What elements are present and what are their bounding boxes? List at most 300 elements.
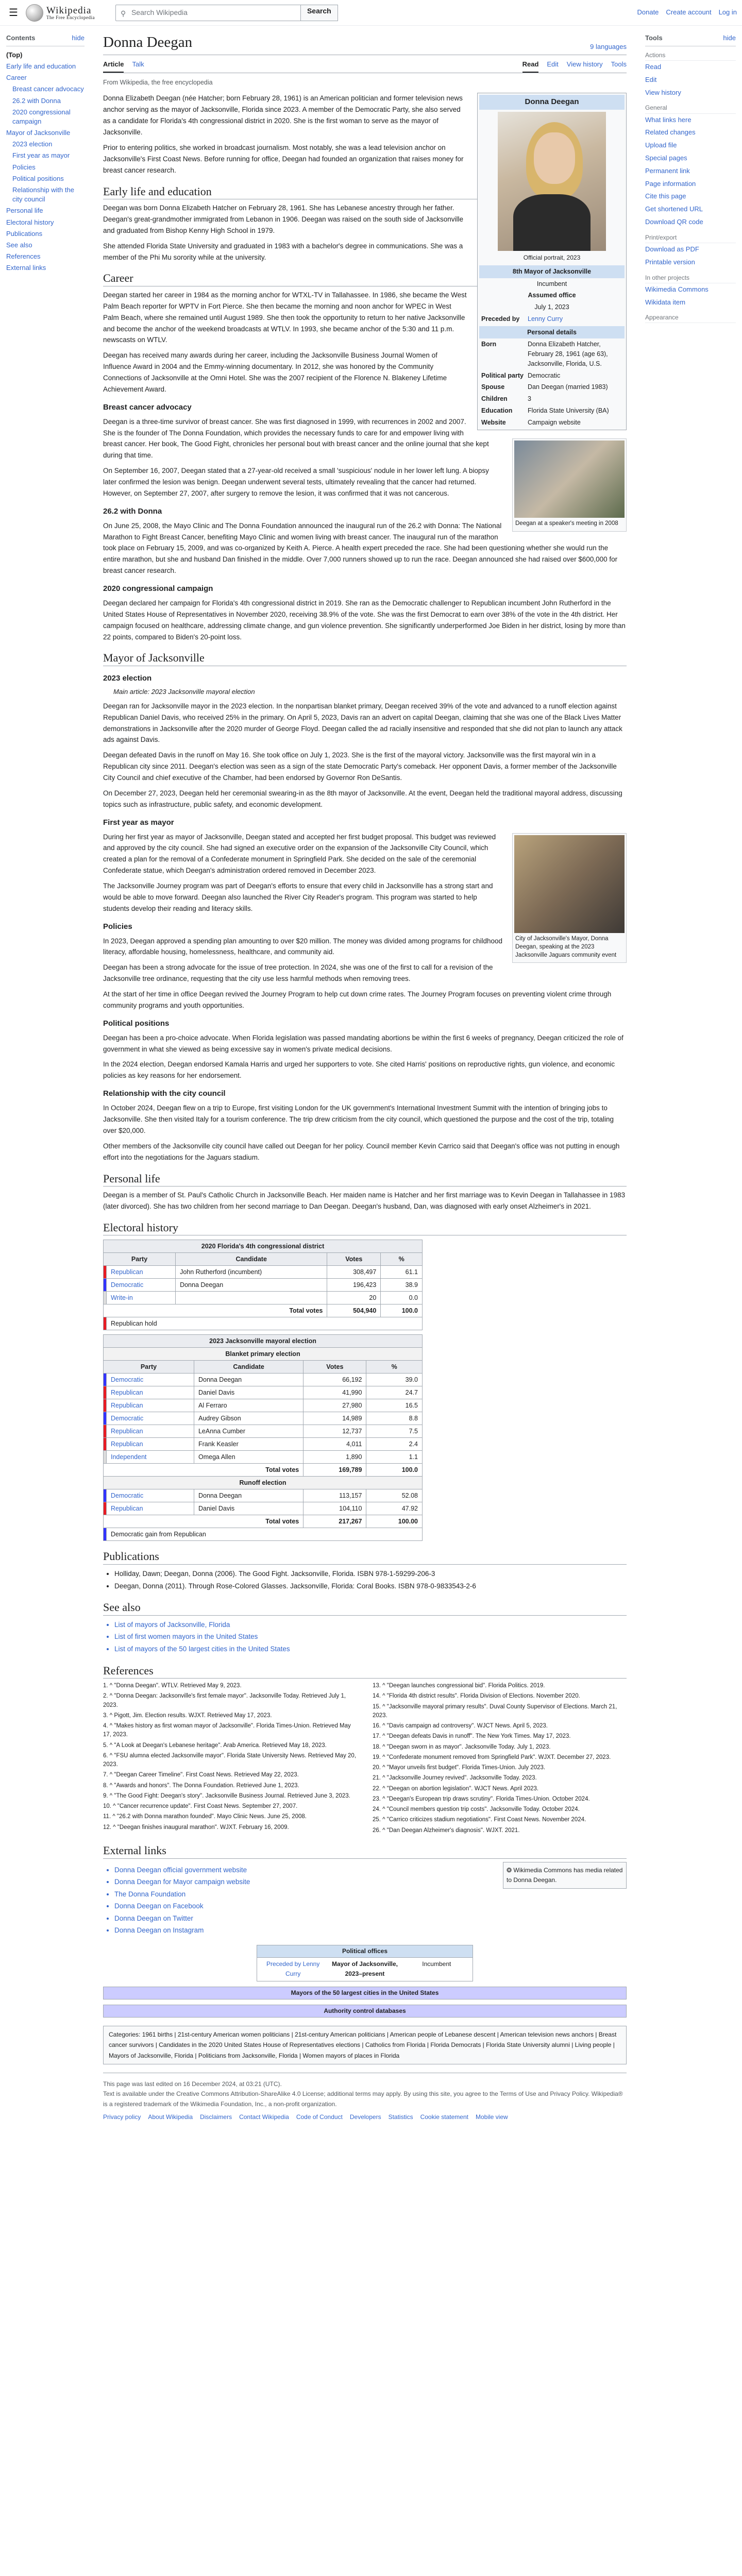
navbox xyxy=(103,1987,627,1999)
footer-link[interactable]: Privacy policy xyxy=(103,2113,141,2121)
infobox xyxy=(477,93,627,430)
footer-link[interactable]: Cookie statement xyxy=(420,2113,468,2121)
reference-number: 20. ^ xyxy=(373,1765,387,1771)
table-row xyxy=(104,1412,423,1425)
paragraph: On September 16, 2007, Deegan stated that a 27-year-old received a small 'suspicious' nodule in her lower left lung. A biopsy later confirmed the lesion was benign. Deegan underwent several tests, ultimately revealing that the cancer had returned. However, on September 27, 2007, after surgery to remove the lesion, it was confirmed that it was not cancerous. xyxy=(103,467,489,497)
votes-cell: 1,890 xyxy=(303,1451,366,1464)
reference-number: 2. ^ xyxy=(103,1693,114,1700)
table-row xyxy=(104,1425,423,1438)
commons-box[interactable] xyxy=(503,1862,627,1889)
site-header xyxy=(0,0,742,26)
page-tabs xyxy=(103,57,627,74)
section-heading: Career xyxy=(103,271,627,286)
reference-text[interactable]: "Council members question trip costs". Jacksonville Today. October 2024. xyxy=(386,1806,580,1813)
candidate-cell[interactable]: Omega Allen xyxy=(194,1451,303,1464)
pct-cell: 0.0 xyxy=(381,1292,423,1304)
tools-section-label: Print/export xyxy=(645,233,736,243)
col-header: Votes xyxy=(303,1361,366,1374)
infobox-value: Florida State University (BA) xyxy=(528,406,609,414)
reference-text[interactable]: "Mayor unveils first budget". Florida Times-Union. July 2023. xyxy=(386,1765,546,1771)
infobox-preceded-link[interactable]: Lenny Curry xyxy=(528,315,563,323)
reference-text[interactable]: "Deegan on abortion legislation". WJCT News. April 2023. xyxy=(386,1785,539,1792)
tab-article[interactable]: Article xyxy=(103,57,124,73)
tools-panel xyxy=(639,26,742,2128)
reference-item xyxy=(373,1795,627,1804)
tools-hide-button[interactable]: hide xyxy=(723,34,736,42)
toc-hide-button[interactable]: hide xyxy=(72,34,85,42)
col-header: Votes xyxy=(327,1253,381,1266)
reference-text[interactable]: "Carrico criticizes stadium negotiations". First Coast News. November 2024. xyxy=(386,1817,586,1823)
tools-item[interactable]: Printable version xyxy=(645,258,695,266)
see-also-link[interactable]: • List of mayors of the 50 largest cities in the United States xyxy=(114,1643,627,1655)
toc-item[interactable]: Mayor of Jacksonville xyxy=(6,129,71,137)
infobox-title: Donna Deegan xyxy=(479,95,625,110)
lead-paragraph: Donna Elizabeth Deegan (née Hatcher; born February 28, 1961) is an American politician and former television news anchor serving as the mayor of Jacksonville, Florida since 2023. A member of the Democratic Party, she also served as a candidate for Florida's 4th congressional district in 2020. She is the first woman to serve as the mayor of Jacksonville. xyxy=(103,94,463,137)
toc-item[interactable]: 26.2 with Donna xyxy=(12,96,61,105)
infobox-key: Spouse xyxy=(481,383,505,391)
toc-item[interactable]: References xyxy=(6,252,41,261)
paragraph: Deegan started her career in 1984 as the morning anchor for WTXL-TV in Tallahassee. In 1986, she became the West Palm Beach reporter for WPTV in Fort Pierce. She then became the morning and noon anchor for WPEC in West Palm Beach, where she remained until August 1989. She then took the opportunity to return to her native Jacksonville and become the anchor of the weekend broadcasts at WTLV. In 1993, she became anchor of the 5:30 and 11 p.m. newscasts on WTLV. xyxy=(103,291,467,344)
logo-tagline: The Free Encyclopedia xyxy=(46,14,95,20)
paragraph: Deegan declared her campaign for Florida's 4th congressional district in 2019. She ran as the Democratic challenger to Republican incumbent John Rutherford in the United States House of Representatives in November 2020, receiving 38.9% of the vote. She was the first Democrat to earn over 38% of the vote in the 4th district. Her campaign focused on healthcare, addressing climate change, and gun violence prevention. She significantly underperformed Joe Biden in her district, losing by more than 22 points, compared to Biden's 20-point loss. xyxy=(103,599,626,641)
infobox-value: Democratic xyxy=(528,371,561,379)
votes-cell: 308,497 xyxy=(327,1266,381,1279)
tools-item[interactable]: Wikidata item xyxy=(645,298,686,306)
main-menu-icon[interactable]: ☰ xyxy=(9,7,18,19)
total-pct: 100.0 xyxy=(381,1304,423,1317)
language-button[interactable]: 9 languages xyxy=(590,42,627,50)
reference-text[interactable]: "Deegan Career Timeline". First Coast News. Retrieved May 22, 2023. xyxy=(114,1772,299,1778)
col-header: % xyxy=(381,1253,423,1266)
succession-preceded[interactable]: Preceded by Lenny Curry xyxy=(257,1957,329,1980)
external-link[interactable]: • Donna Deegan on Facebook xyxy=(114,1900,250,1912)
reference-number: 1. ^ xyxy=(103,1683,114,1689)
paragraph: Deegan has received many awards during her career, including the Jacksonville Business Journal Women of Influence Award in 2004 and the Emmy-winning documentary. In 2012, she was honored by the Community Connections of Jacksonville at the Omni Hotel. She was the 2007 recipient of the Florence N. Blakeney Lifetime Achievement Award. xyxy=(103,351,447,393)
lead-paragraph: Prior to entering politics, she worked in broadcast journalism. Most notably, she was a lead television anchor on Jacksonville's First Coast News. Before running for office, Deegan had founded an organization that raises money for breast cancer research. xyxy=(103,143,464,174)
thumbnail-image[interactable] xyxy=(514,440,625,518)
header-link[interactable]: Create account xyxy=(666,8,712,16)
paragraph: On June 25, 2008, the Mayo Clinic and The Donna Foundation announced the inaugural run of the 26.2 with Donna: The National Marathon to Fight Breast Cancer, benefiting Mayo Clinic and women living with breast cancer. The inaugural run of the marathon took place on February 15, 2009, and was co-organized by Keith A. Pierce. A health expert preceded the race. She had been questioning whether she would run the entire marathon, but she and husband Dan finished in the middle. Over 7,000 runners showed up to run the race. Deegan announced she had raised over $600,000 for breast cancer research. xyxy=(103,521,618,575)
navbox xyxy=(103,2005,627,2018)
tools-item[interactable]: Download QR code xyxy=(645,217,703,226)
navbox-title[interactable]: Authority control databases xyxy=(104,2005,626,2017)
main-content xyxy=(91,26,639,2128)
table-subcaption: Runoff election xyxy=(104,1477,423,1489)
total-votes: 217,267 xyxy=(303,1515,366,1528)
toc-item[interactable]: Early life and education xyxy=(6,62,76,70)
publication-item: • Deegan, Donna (2011). Through Rose-Colored Glasses. Jacksonville, Florida: Coral Books. ISBN 978-0-9833543-2-6 xyxy=(114,1580,627,1592)
tools-item[interactable]: Special pages xyxy=(645,154,687,162)
infobox-row xyxy=(479,370,625,382)
reference-item xyxy=(103,1802,357,1811)
reference-item xyxy=(103,1682,357,1690)
paragraph: She attended Florida State University and graduated in 1983 with a bachelor's degree in communications. She was a member of the Phi Mu sorority while at the university. xyxy=(103,242,463,261)
tools-item[interactable]: What links here xyxy=(645,115,692,124)
table-row xyxy=(104,1292,423,1304)
infobox-assumed-date: July 1, 2023 xyxy=(534,303,569,311)
col-header: Candidate xyxy=(176,1253,327,1266)
votes-cell: 14,989 xyxy=(303,1412,366,1425)
reference-text[interactable]: "Awards and honors". The Donna Foundation. Retrieved June 1, 2023. xyxy=(114,1782,299,1789)
reference-text[interactable]: "Florida 4th district results". Florida Division of Elections. November 2020. xyxy=(386,1693,580,1700)
candidate-cell[interactable]: Audrey Gibson xyxy=(194,1412,303,1425)
reference-text[interactable]: "Dan Deegan Alzheimer's diagnosis". WJXT. 2021. xyxy=(386,1827,520,1834)
navbox-title[interactable]: Mayors of the 50 largest cities in the United States xyxy=(104,1987,626,1999)
reference-text[interactable]: "A Look at Deegan's Lebanese heritage". Arab America. Retrieved May 18, 2023. xyxy=(114,1742,327,1749)
reference-number: 10. ^ xyxy=(103,1803,117,1810)
header-link[interactable]: Donate xyxy=(637,8,659,16)
infobox-row xyxy=(479,381,625,393)
infobox-row xyxy=(479,338,625,369)
paragraph: Deegan has been a strong advocate for the issue of tree protection. In 2024, she was one of the first to call for a revision of the Jacksonville tree ordinance, requesting that the city use less harmful methods when removing trees. xyxy=(103,963,493,983)
paragraph: Deegan was born Donna Elizabeth Hatcher on February 28, 1961. She has Lebanese ancestry through her father. Deegan's great-grandmother immigrated from Lebanon in 1906. Deegan was raised on the south side of Jacksonville and graduated from Bishop Kenny High School in 1979. xyxy=(103,204,463,234)
footer-link[interactable]: Code of Conduct xyxy=(296,2113,343,2121)
tools-title: Tools xyxy=(645,34,663,42)
footer-link[interactable]: Statistics xyxy=(388,2113,413,2121)
succession-title[interactable]: Mayor of Jacksonville, 2023–present xyxy=(329,1957,400,1980)
toc-item[interactable]: 2023 election xyxy=(12,140,53,148)
section-heading: See also xyxy=(103,1600,627,1616)
table-row xyxy=(104,1451,423,1464)
reference-item xyxy=(373,1785,627,1793)
reference-number: 4. ^ xyxy=(103,1723,114,1730)
infobox-key: Children xyxy=(481,395,508,403)
succession-box xyxy=(257,1945,473,1981)
tools-section-label: Actions xyxy=(645,50,736,61)
pct-cell: 1.1 xyxy=(366,1451,423,1464)
page-title: Donna Deegan xyxy=(103,34,193,50)
infobox-office[interactable]: 8th Mayor of Jacksonville xyxy=(479,265,625,278)
site-sub: From Wikipedia, the free encyclopedia xyxy=(103,79,213,87)
party-cell[interactable]: Democratic xyxy=(107,1412,194,1425)
reference-number: 26. ^ xyxy=(373,1827,387,1834)
reference-number: 5. ^ xyxy=(103,1742,114,1749)
paragraph: In 2023, Deegan approved a spending plan amounting to over $20 million. The money was divided among programs for childhood literacy, affordable housing, homelessness, healthcare, and community aid. xyxy=(103,937,502,956)
see-also-link[interactable]: • List of first women mayors in the United States xyxy=(114,1631,627,1643)
candidate-cell[interactable]: Frank Keasler xyxy=(194,1438,303,1451)
table-caption[interactable]: 2023 Jacksonville mayoral election xyxy=(104,1335,423,1348)
toc-item[interactable]: Publications xyxy=(6,229,43,238)
tools-item[interactable]: Get shortened URL xyxy=(645,205,703,213)
tools-item[interactable]: Download as PDF xyxy=(645,245,699,253)
tools-item[interactable]: Upload file xyxy=(645,141,677,149)
appearance-label[interactable]: Appearance xyxy=(645,313,736,323)
infobox-key: Political party xyxy=(481,371,524,379)
reference-text[interactable]: "Makes history as first woman mayor of Jacksonville". Florida Times-Union. Retrieved May 17, 2023. xyxy=(103,1723,351,1738)
footer-link[interactable]: Contact Wikipedia xyxy=(239,2113,289,2121)
candidate-cell[interactable]: LeAnna Cumber xyxy=(194,1425,303,1438)
reference-number: 8. ^ xyxy=(103,1782,114,1789)
col-header: Candidate xyxy=(194,1361,303,1374)
party-cell[interactable]: Republican xyxy=(107,1266,176,1279)
toc-item[interactable]: Personal life xyxy=(6,207,43,215)
party-cell[interactable]: Republican xyxy=(107,1502,194,1515)
reference-text[interactable]: "Deegan's European trip draws scrutiny". Florida Times-Union. October 2024. xyxy=(386,1795,590,1802)
reference-item xyxy=(373,1805,627,1814)
reference-item xyxy=(373,1692,627,1701)
paragraph: During her first year as mayor of Jacksonville, Deegan stated and accepted her first budget proposal. This budget was reviewed and approved by the city council. She had signed an executive order on the expansion of the Jacksonville City Council, which created a plan for the removal of a Confederate monument in Springfield Park. She decided on the sale of the ceremonial Confederate statue, which Deegan's administration ordered removed in December 2023. xyxy=(103,833,496,875)
total-label: Total votes xyxy=(104,1464,303,1477)
paragraph: Deegan defeated Davis in the runoff on May 16. She took office on July 1, 2023. She is the first of the mayoral victory. Jacksonville was the first mayoral win in a Republican city since 2011. Deegan's election was seen as a sign of the state Democratic Party's comeback. Her opponent Davis, a former member of the Jacksonville City Council and chief executive of the Chamber, had been endorsed by Governor Ron DeSantis. xyxy=(103,751,617,782)
toc-item[interactable]: 2020 congressional campaign xyxy=(12,108,71,125)
tools-item[interactable]: Read xyxy=(645,62,662,71)
toc-item[interactable]: First year as mayor xyxy=(12,151,70,160)
reference-item xyxy=(103,1823,357,1832)
reference-item xyxy=(103,1782,357,1790)
section-heading: External links xyxy=(103,1843,627,1859)
subsection-heading: 2023 election xyxy=(103,674,152,683)
table-caption[interactable]: 2020 Florida's 4th congressional district xyxy=(104,1240,423,1253)
infobox-assumed-label: Assumed office xyxy=(528,292,576,299)
toc-item[interactable]: Political positions xyxy=(12,174,64,182)
tools-item[interactable]: Page information xyxy=(645,179,696,188)
reference-number: 13. ^ xyxy=(373,1683,387,1689)
votes-cell: 113,157 xyxy=(303,1489,366,1502)
license-text: Text is available under the Creative Commons Attribution-ShareAlike 4.0 License; additional terms may apply. By using this site, you agree to the Terms of Use and Privacy Policy. Wikipedia® is a registered trademark of the Wikimedia Foundation, Inc., a non-profit organization. xyxy=(103,2090,623,2108)
tools-item[interactable]: Related changes xyxy=(645,128,696,137)
tools-item[interactable]: Edit xyxy=(645,75,657,83)
toc-item[interactable]: Electoral history xyxy=(6,218,54,226)
col-header: Party xyxy=(104,1253,176,1266)
total-votes: 169,789 xyxy=(303,1464,366,1477)
party-cell[interactable]: Democratic xyxy=(107,1489,194,1502)
infobox-row xyxy=(479,417,625,429)
table-row xyxy=(104,1438,423,1451)
paragraph: Deegan is a three-time survivor of breast cancer. She was first diagnosed in 1999, with recurrences in 2002 and 2007. She is the founder of The Donna Foundation, which provides the necessary funds to care for and empower living with breast cancer. Her book, The Good Fight, chronicles her personal bout with breast cancer and the online journal that she kept during that time. xyxy=(103,417,489,460)
reference-number: 19. ^ xyxy=(373,1754,387,1760)
infobox-key: Website xyxy=(481,418,506,426)
reference-text[interactable]: "Donna Deegan: Jacksonville's first female mayor". Jacksonville Today. Retrieved July 1, 2023. xyxy=(103,1693,346,1708)
toc-item[interactable]: Policies xyxy=(12,163,36,171)
col-header: % xyxy=(366,1361,423,1374)
pct-cell: 38.9 xyxy=(381,1279,423,1292)
reference-item xyxy=(373,1722,627,1731)
thumbnail[interactable] xyxy=(512,438,627,531)
toc-item[interactable]: External links xyxy=(6,264,46,272)
votes-cell: 196,423 xyxy=(327,1279,381,1292)
page-footer xyxy=(103,2073,627,2128)
personal-tools xyxy=(637,7,737,18)
pct-cell: 52.08 xyxy=(366,1489,423,1502)
reference-text[interactable]: "Deegan sworn in as mayor". Jacksonville Today. July 1, 2023. xyxy=(386,1743,551,1750)
reference-item xyxy=(373,1682,627,1690)
candidate-cell[interactable]: Daniel Davis xyxy=(194,1386,303,1399)
toc-title: Contents xyxy=(6,34,36,42)
reference-item xyxy=(103,1812,357,1821)
votes-cell: 66,192 xyxy=(303,1374,366,1386)
result-label: Democratic gain from Republican xyxy=(107,1528,423,1541)
reference-item xyxy=(103,1711,357,1720)
total-label: Total votes xyxy=(104,1304,327,1317)
candidate-cell[interactable]: Donna Deegan xyxy=(194,1374,303,1386)
tab-edit[interactable]: Edit xyxy=(547,60,559,68)
reference-text[interactable]: "Deegan defeats Davis in runoff". The New York Times. May 17, 2023. xyxy=(386,1733,571,1740)
candidate-cell[interactable]: Daniel Davis xyxy=(194,1502,303,1515)
reference-text[interactable]: "Jacksonville mayoral primary results". Duval County Supervisor of Elections. March 21, 2023. xyxy=(373,1703,617,1719)
pct-cell: 7.5 xyxy=(366,1425,423,1438)
party-cell[interactable]: Democratic xyxy=(107,1279,176,1292)
external-link[interactable]: • Donna Deegan on Instagram xyxy=(114,1924,250,1937)
pct-cell: 39.0 xyxy=(366,1374,423,1386)
party-cell[interactable]: Republican xyxy=(107,1438,194,1451)
infobox-row xyxy=(479,405,625,417)
votes-cell: 20 xyxy=(327,1292,381,1304)
toc-item[interactable]: Career xyxy=(6,74,27,82)
external-link[interactable]: • Donna Deegan for Mayor campaign website xyxy=(114,1876,250,1888)
thumbnail-image[interactable] xyxy=(514,835,625,933)
table-row xyxy=(104,1374,423,1386)
subsection-heading: Political positions xyxy=(103,1019,170,1028)
footer-link[interactable]: About Wikipedia xyxy=(148,2113,193,2121)
reference-text[interactable]: "FSU alumna elected Jacksonville mayor". Florida State University News. Retrieved May 20, 2023. xyxy=(103,1752,357,1768)
search-input[interactable]: ⚲ Search Wikipedia xyxy=(115,5,301,21)
reference-number: 9. ^ xyxy=(103,1792,114,1799)
infobox-preceded-label: Preceded by xyxy=(481,315,520,323)
external-link[interactable]: • Donna Deegan on Twitter xyxy=(114,1912,250,1925)
votes-cell: 4,011 xyxy=(303,1438,366,1451)
reference-text[interactable]: "Cancer recurrence update". First Coast News. September 27, 2007. xyxy=(117,1803,298,1810)
total-pct: 100.0 xyxy=(366,1464,423,1477)
toc-item[interactable]: Relationship with the city council xyxy=(12,186,74,204)
paragraph: Other members of the Jacksonville city council have called out Deegan for her policy. Council member Kevin Carrico said that Deegan's office was not putting in enough effort into the negotiations for the Jaguars stadium. xyxy=(103,1142,620,1161)
infobox-value: Campaign website xyxy=(528,418,581,426)
reference-text[interactable]: "Davis campaign ad controversy". WJCT News. April 5, 2023. xyxy=(386,1723,548,1730)
wikipedia-logo[interactable] xyxy=(26,4,95,22)
reference-item xyxy=(373,1743,627,1752)
logo-wordmark: Wikipedia xyxy=(46,5,92,16)
candidate-cell[interactable] xyxy=(176,1292,327,1304)
reference-text[interactable]: "26.2 with Donna marathon founded". Mayo Clinic News. June 25, 2008. xyxy=(116,1814,307,1820)
votes-cell: 104,110 xyxy=(303,1502,366,1515)
footer-link[interactable]: Developers xyxy=(349,2113,381,2121)
reference-number: 12. ^ xyxy=(103,1824,117,1831)
external-link[interactable]: • The Donna Foundation xyxy=(114,1888,250,1901)
tab-view-history[interactable]: View history xyxy=(566,60,603,68)
subsection-heading: First year as mayor xyxy=(103,818,174,827)
subsection-heading: Relationship with the city council xyxy=(103,1089,226,1098)
infobox-row xyxy=(479,393,625,405)
reference-number: 23. ^ xyxy=(373,1795,387,1802)
tools-item[interactable]: Wikimedia Commons xyxy=(645,285,709,293)
infobox-key: Education xyxy=(481,406,513,414)
tab-tools[interactable]: Tools xyxy=(611,60,627,68)
candidate-cell[interactable]: Donna Deegan xyxy=(194,1489,303,1502)
reference-number: 18. ^ xyxy=(373,1743,387,1750)
party-cell[interactable]: Republican xyxy=(107,1386,194,1399)
reference-text[interactable]: "Deegan finishes inaugural marathon". WJXT. February 16, 2009. xyxy=(117,1824,289,1831)
reference-item xyxy=(373,1826,627,1835)
footer-link[interactable]: Disclaimers xyxy=(200,2113,232,2121)
candidate-cell[interactable]: Donna Deegan xyxy=(176,1279,327,1292)
toc-item[interactable]: Breast cancer advocacy xyxy=(12,85,84,93)
party-cell[interactable]: Independent xyxy=(107,1451,194,1464)
reference-text[interactable]: "Donna Deegan". WTLV. Retrieved May 9, 2023. xyxy=(114,1683,242,1689)
header-link[interactable]: Log in xyxy=(718,8,737,16)
reference-number: 3. ^ xyxy=(103,1712,114,1719)
table-row xyxy=(104,1399,423,1412)
toc-item[interactable]: (Top) xyxy=(6,50,23,59)
reference-number: 22. ^ xyxy=(373,1785,387,1792)
reference-number: 14. ^ xyxy=(373,1693,387,1700)
search-button[interactable]: Search xyxy=(301,5,338,21)
party-cell[interactable]: Republican xyxy=(107,1399,194,1412)
see-also-link[interactable]: • List of mayors of Jacksonville, Florida xyxy=(114,1619,627,1631)
pct-cell: 16.5 xyxy=(366,1399,423,1412)
tools-section-label: In other projects xyxy=(645,273,736,283)
reference-number: 16. ^ xyxy=(373,1723,387,1730)
reference-text[interactable]: Pigott, Jim. Election results. WJXT. Retrieved May 17, 2023. xyxy=(114,1712,272,1719)
table-row xyxy=(104,1279,423,1292)
reference-number: 7. ^ xyxy=(103,1772,114,1778)
pct-cell: 2.4 xyxy=(366,1438,423,1451)
table-subcaption: Blanket primary election xyxy=(104,1348,423,1361)
party-cell[interactable]: Republican xyxy=(107,1425,194,1438)
party-cell[interactable]: Write-in xyxy=(107,1292,176,1304)
portrait-caption: Official portrait, 2023 xyxy=(523,253,581,261)
paragraph: Deegan has been a pro-choice advocate. When Florida legislation was passed mandating abortions be within the first 6 weeks of pregnancy, Deegan criticized the role of government in what she viewed as being excessive say in women's private medical decisions. xyxy=(103,1033,623,1053)
reference-item xyxy=(103,1792,357,1801)
section-heading: References xyxy=(103,1664,627,1679)
footer-link[interactable]: Mobile view xyxy=(475,2113,508,2121)
pct-cell: 47.92 xyxy=(366,1502,423,1515)
paragraph: Deegan ran for Jacksonville mayor in the 2023 election. In the nonpartisan blanket primary, Deegan received 39% of the vote and advanced to a runoff election against Republican Daniel Davis, who received 25% in the primary. On April 5, 2023, Davis ran an advert on capital Deegan, claiming that she was one of the Black Lives Matter demonstrations in Jacksonville after the 2020 murder of George Floyd. Deegan called the ad racially insensitive and responded that she did not plan to launch any attack ads against Davis. xyxy=(103,702,622,744)
party-cell[interactable]: Democratic xyxy=(107,1374,194,1386)
thumbnail-caption: Deegan at a speaker's meeting in 2008 xyxy=(515,520,618,527)
subsection-heading: 26.2 with Donna xyxy=(103,506,162,516)
commons-text: Wikimedia Commons has media related to Donna Deegan. xyxy=(507,1866,623,1884)
section-heading: Mayor of Jacksonville xyxy=(103,651,627,666)
tools-item[interactable]: View history xyxy=(645,88,681,96)
section-heading: Personal life xyxy=(103,1172,627,1187)
pct-cell: 8.8 xyxy=(366,1412,423,1425)
col-header: Party xyxy=(104,1361,194,1374)
result-label: Republican hold xyxy=(107,1317,423,1330)
infobox-value: 3 xyxy=(528,395,531,403)
tools-item[interactable]: Cite this page xyxy=(645,192,686,200)
reference-item xyxy=(373,1753,627,1762)
subsection-heading: 2020 congressional campaign xyxy=(103,584,213,594)
toc-item[interactable]: See also xyxy=(6,241,32,249)
reference-text[interactable]: "Confederate monument removed from Springfield Park". WJXT. December 27, 2023. xyxy=(386,1754,611,1760)
thumbnail[interactable] xyxy=(512,833,627,963)
votes-cell: 12,737 xyxy=(303,1425,366,1438)
paragraph: The Jacksonville Journey program was part of Deegan's efforts to ensure that every child in Jacksonville has a strong start and would be able to move forward. Deegan also launched the River City Reader's program. This program was started to help students develop their reading and literacy skills. xyxy=(103,882,493,912)
category-links[interactable]: Categories: 1961 births | 21st-century American women politicians | 21st-century American politicians | American people of Lebanese descent | American television news anchors | Breast cancer survivors | Candidates in the 2020 United States House of Representatives elections | Catholics from Florida | Florida Democrats | Florida State University alumni | Living people | Mayors of Jacksonville, Florida | Politicians from Jacksonville, Florida | Women mayors of places in Florida xyxy=(103,2026,627,2064)
candidate-cell[interactable]: Al Ferraro xyxy=(194,1399,303,1412)
reference-item xyxy=(103,1771,357,1780)
reference-text[interactable]: "Jacksonville Journey revived". Jacksonville Today. 2023. xyxy=(386,1775,537,1782)
hatnote[interactable]: Main article: 2023 Jacksonville mayoral election xyxy=(113,688,255,696)
subsection-heading: Policies xyxy=(103,922,132,931)
table-row xyxy=(104,1266,423,1279)
reference-item xyxy=(373,1816,627,1824)
tab-talk[interactable]: Talk xyxy=(132,60,144,68)
reference-number: 15. ^ xyxy=(373,1703,387,1710)
external-link[interactable]: • Donna Deegan official government website xyxy=(114,1864,250,1876)
last-edited: This page was last edited on 16 December 2024, at 03:21 (UTC). xyxy=(103,2080,282,2088)
reference-text[interactable]: "Deegan launches congressional bid". Florida Politics. 2019. xyxy=(386,1683,545,1689)
pct-cell: 24.7 xyxy=(366,1386,423,1399)
reference-item xyxy=(103,1692,357,1710)
infobox-key: Born xyxy=(481,341,497,348)
tab-read[interactable]: Read xyxy=(522,57,539,73)
candidate-cell[interactable]: John Rutherford (incumbent) xyxy=(176,1266,327,1279)
reference-item xyxy=(373,1774,627,1783)
portrait-image[interactable] xyxy=(498,112,606,251)
reference-item xyxy=(103,1752,357,1770)
reference-text[interactable]: "The Good Fight: Deegan's story". Jacksonville Business Journal. Retrieved June 3, 2023. xyxy=(114,1792,350,1799)
tools-item[interactable]: Permanent link xyxy=(645,166,690,175)
